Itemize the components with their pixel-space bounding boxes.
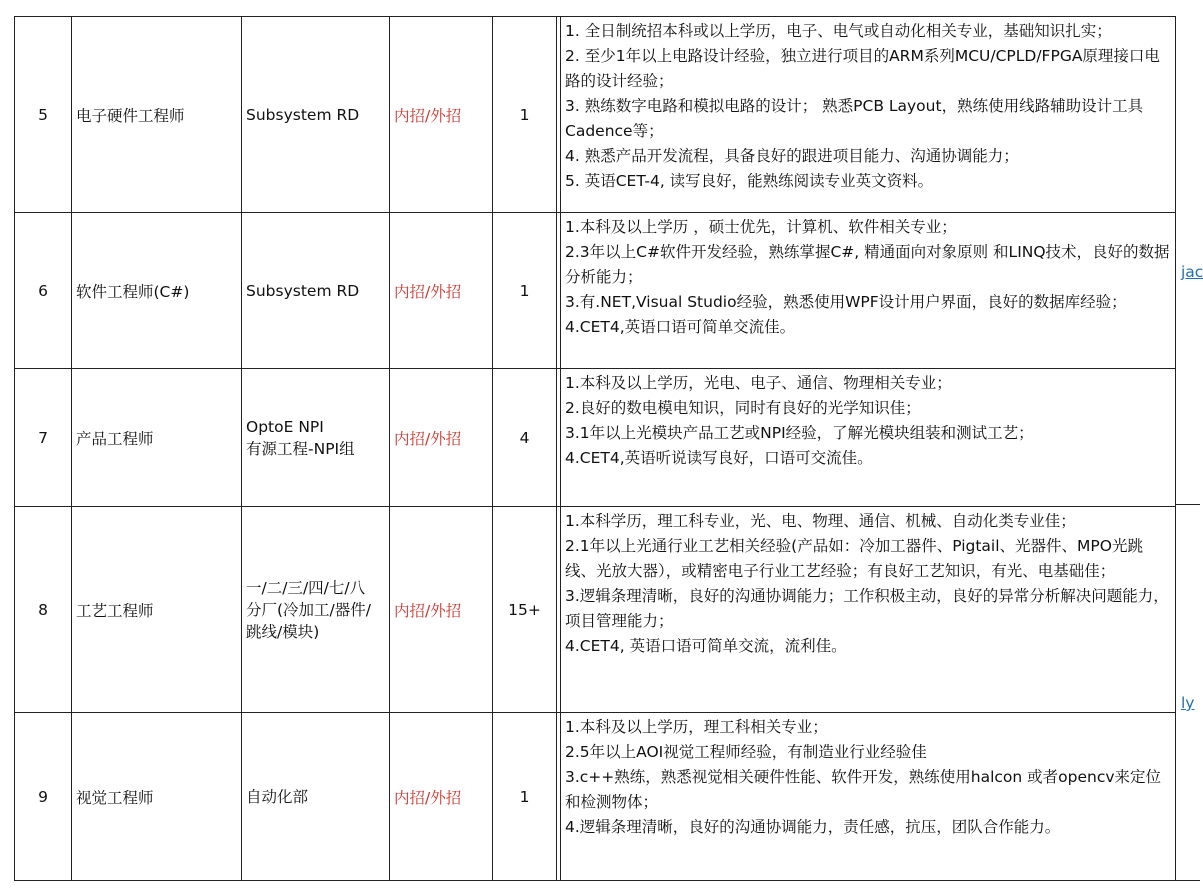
requirements-cell	[561, 17, 1176, 213]
job-title-cell: 产品工程师	[72, 369, 242, 507]
contact-divider	[1175, 880, 1200, 881]
recruit-type-cell: 内招/外招	[390, 17, 493, 213]
row-number-cell: 9	[15, 713, 72, 881]
requirement-line: 1.本科及以上学历，光电、电子、通信、物理相关专业；	[565, 374, 952, 392]
row-number-cell: 5	[15, 17, 72, 213]
job-title-cell: 工艺工程师	[72, 507, 242, 713]
headcount-cell: 1	[493, 213, 557, 369]
headcount-cell: 4	[493, 369, 557, 507]
table-row	[15, 713, 1176, 881]
department-line: Subsystem RD	[246, 105, 360, 124]
row-number-cell: 7	[15, 369, 72, 507]
department-cell	[242, 17, 390, 213]
department-cell	[242, 507, 390, 713]
requirement-line: 4.逻辑条理清晰，良好的沟通协调能力，责任感，抗压，团队合作能力。	[565, 818, 1061, 836]
recruit-type-cell: 内招/外招	[390, 507, 493, 713]
requirement-line: 2. 至少1年以上电路设计经验，独立进行项目的ARM系列MCU/CPLD/FPGA原理接口电路的设计经验；	[565, 47, 1160, 90]
department-line: 自动化部	[246, 787, 309, 806]
requirement-line: 3.c++熟练，熟悉视觉相关硬件性能、软件开发，熟练使用halcon 或者opencv来定位和检测物体；	[565, 768, 1162, 811]
requirements-cell	[561, 507, 1176, 713]
row-number-cell: 6	[15, 213, 72, 369]
requirement-line: 4.CET4,英语口语可简单交流佳。	[565, 318, 796, 336]
job-table	[14, 16, 1176, 881]
requirements-cell	[561, 369, 1176, 507]
department-line: 有源工程-NPI组	[246, 439, 355, 458]
recruit-type-cell: 内招/外招	[390, 369, 493, 507]
department-line: OptoE NPI	[246, 417, 324, 436]
requirement-line: 3.有.NET,Visual Studio经验，熟悉使用WPF设计用户界面，良好的数据库经验；	[565, 293, 1127, 311]
requirement-line: 2.3年以上C#软件开发经验，熟练掌握C#, 精通面向对象原则 和LINQ技术，良好的数据分析能力；	[565, 243, 1170, 286]
contact-link[interactable]: ly	[1181, 694, 1195, 712]
requirement-line: 5. 英语CET-4, 读写良好，能熟练阅读专业英文资料。	[565, 172, 934, 190]
department-cell	[242, 369, 390, 507]
department-cell	[242, 213, 390, 369]
table-row	[15, 17, 1176, 213]
table-row	[15, 213, 1176, 369]
department-line: Subsystem RD	[246, 281, 360, 300]
recruit-type-cell: 内招/外招	[390, 713, 493, 881]
job-title-cell: 电子硬件工程师	[72, 17, 242, 213]
department-line: 分厂(冷加工/器件/	[246, 600, 371, 619]
requirement-line: 2.5年以上AOI视觉工程师经验，有制造业行业经验佳	[565, 743, 927, 761]
headcount-cell: 1	[493, 17, 557, 213]
contact-column	[1175, 16, 1201, 880]
department-line: 跳线/模块)	[246, 622, 320, 641]
table-row	[15, 507, 1176, 713]
job-title-cell: 视觉工程师	[72, 713, 242, 881]
contact-link[interactable]: jac	[1181, 263, 1203, 281]
recruit-type-cell: 内招/外招	[390, 213, 493, 369]
contact-divider	[1175, 504, 1200, 505]
requirement-line: 1. 全日制统招本科或以上学历，电子、电气或自动化相关专业，基础知识扎实；	[565, 22, 1112, 40]
requirements-cell	[561, 213, 1176, 369]
department-line: 一/二/三/四/七/八	[246, 578, 366, 597]
requirements-cell	[561, 713, 1176, 881]
requirement-line: 2.良好的数电模电知识，同时有良好的光学知识佳；	[565, 399, 921, 417]
department-cell	[242, 713, 390, 881]
requirement-line: 3.逻辑条理清晰，良好的沟通协调能力；工作积极主动，良好的异常分析解决问题能力，项目管理能力；	[565, 587, 1169, 630]
headcount-cell: 1	[493, 713, 557, 881]
requirement-line: 1.本科及以上学历，理工科相关专业；	[565, 718, 828, 736]
requirement-line: 1.本科学历，理工科专业，光、电、物理、通信、机械、自动化类专业佳；	[565, 512, 1076, 530]
requirement-line: 4.CET4,英语听说读写良好，口语可交流佳。	[565, 449, 873, 467]
headcount-cell: 15+	[493, 507, 557, 713]
job-title-cell: 软件工程师(C#)	[72, 213, 242, 369]
requirement-line: 3. 熟练数字电路和模拟电路的设计； 熟悉PCB Layout，熟练使用线路辅助设计工具Cadence等；	[565, 97, 1144, 140]
requirement-line: 1.本科及以上学历 ，硕士优先，计算机、软件相关专业；	[565, 218, 957, 236]
row-number-cell: 8	[15, 507, 72, 713]
requirement-line: 4.CET4, 英语口语可简单交流，流利佳。	[565, 637, 847, 655]
requirement-line: 3.1年以上光模块产品工艺或NPI经验，了解光模块组装和测试工艺；	[565, 424, 1034, 442]
requirement-line: 2.1年以上光通行业工艺相关经验(产品如：冷加工器件、Pigtail、光器件、MPO光跳线、光放大器），或精密电子行业工艺经验；有良好工艺知识，有光、电基础佳；	[565, 537, 1143, 580]
requirement-line: 4. 熟悉产品开发流程，具备良好的跟进项目能力、沟通协调能力；	[565, 147, 1019, 165]
table-row	[15, 369, 1176, 507]
